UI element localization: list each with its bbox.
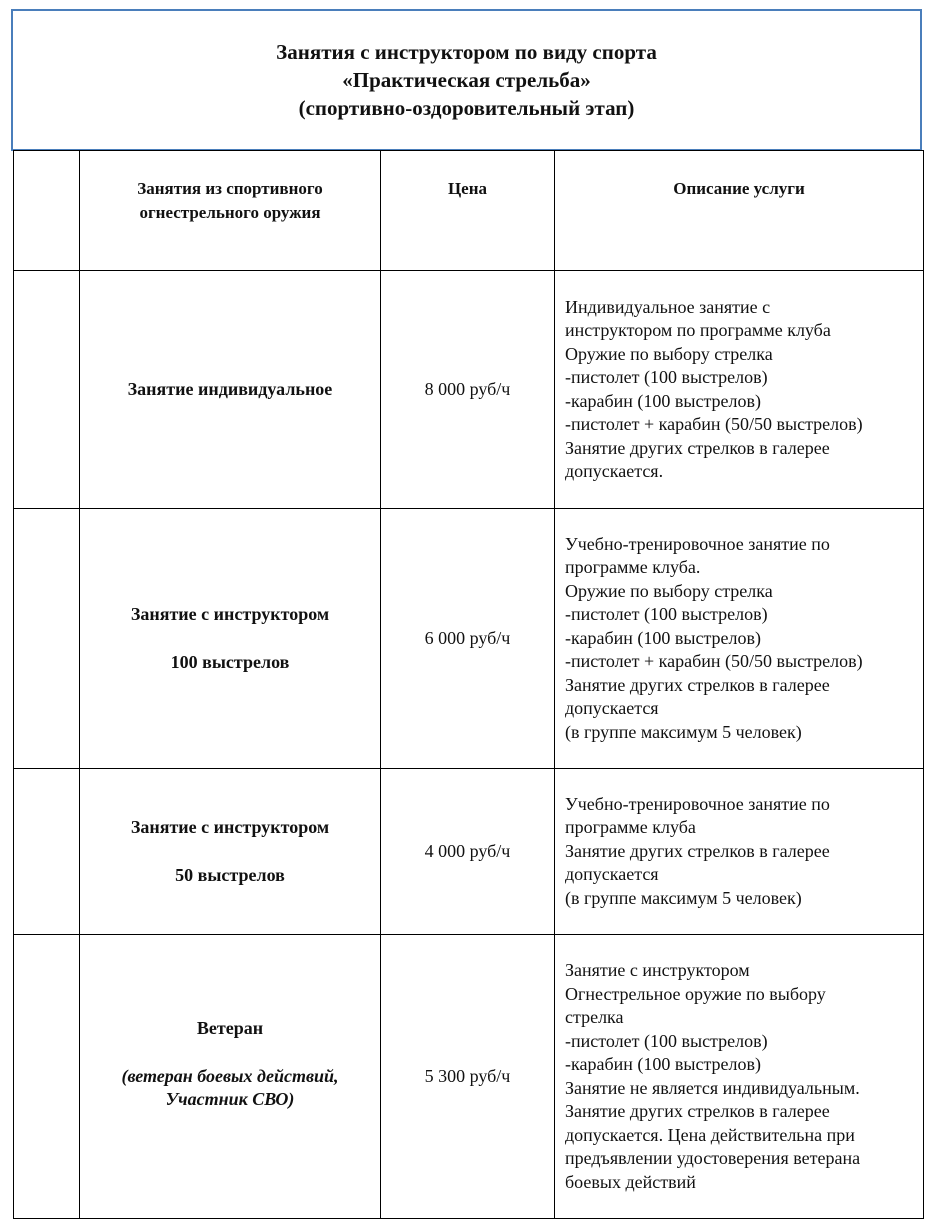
- description-line: -пистолет (100 выстрелов): [565, 604, 768, 625]
- row-number-cell: [14, 509, 80, 769]
- row-number-cell: [14, 769, 80, 935]
- header-name-line-2: огнестрельного оружия: [139, 203, 321, 222]
- row-number-cell: [14, 935, 80, 1219]
- description-line: Занятие других стрелков в галерее: [565, 840, 830, 861]
- description-line: Оружие по выбору стрелка: [565, 343, 773, 364]
- service-name: Занятие с инструктором: [130, 604, 330, 624]
- service-name-cell: [80, 271, 381, 509]
- description-line: -карабин (100 выстрелов): [565, 390, 761, 411]
- table-row: [14, 271, 924, 509]
- table-header-row: [14, 151, 924, 271]
- description-line: Учебно-тренировочное занятие по: [565, 533, 830, 554]
- description-line: (в группе максимум 5 человек): [565, 887, 802, 908]
- description-line: допускается: [565, 698, 659, 719]
- description-line: Занятие других стрелков в галерее: [565, 437, 830, 458]
- title-line-2: «Практическая стрельба»: [342, 68, 591, 92]
- description-line: -карабин (100 выстрелов): [565, 627, 761, 648]
- description-line: стрелка: [565, 1007, 624, 1027]
- service-description: [555, 935, 924, 1219]
- table-row: [14, 509, 924, 769]
- description-line: Оружие по выбору стрелка: [565, 580, 773, 601]
- description-line: -пистолет + карабин (50/50 выстрелов): [565, 414, 863, 434]
- description-line: Учебно-тренировочное занятие по: [565, 793, 830, 814]
- service-name: Занятие индивидуальное: [127, 378, 333, 399]
- service-description: [555, 769, 924, 935]
- service-shots: 100 выстрелов: [170, 651, 290, 672]
- document-title: [11, 9, 922, 151]
- description-line: Занятие других стрелков в галерее: [565, 1101, 830, 1121]
- description-line: Индивидуальное занятие с: [565, 296, 771, 317]
- service-shots: 50 выстрелов: [175, 864, 285, 885]
- description-line: программе клуба.: [565, 557, 701, 578]
- service-name: Ветеран: [196, 1018, 264, 1039]
- table-row: [14, 769, 924, 935]
- service-description: [555, 271, 924, 509]
- description-line: (в группе максимум 5 человек): [565, 721, 802, 742]
- service-note-line-1: (ветеран боевых действий,: [121, 1065, 339, 1086]
- header-name-line-1: Занятия из спортивного: [137, 179, 323, 198]
- description-line: допускается: [565, 864, 659, 885]
- header-name-cell: [80, 151, 381, 271]
- service-note-line-2: Участник СВО): [165, 1089, 295, 1110]
- description-line: -пистолет (100 выстрелов): [565, 367, 768, 387]
- description-line: допускается.: [565, 461, 664, 481]
- title-line-3: (спортивно-оздоровительный этап): [298, 96, 635, 120]
- description-line: Занятие других стрелков в галерее: [565, 674, 830, 695]
- price-table: [13, 150, 924, 1219]
- service-price: 6 000 руб/ч: [381, 509, 555, 769]
- service-name: Занятие с инструктором: [130, 817, 330, 837]
- table-row: [14, 935, 924, 1219]
- description-line: Занятие не является индивидуальным.: [565, 1077, 860, 1098]
- header-number-cell: [14, 151, 80, 271]
- header-description-cell: Описание услуги: [555, 151, 924, 271]
- description-line: Огнестрельное оружие по выбору: [565, 983, 826, 1004]
- description-line: -пистолет (100 выстрелов): [565, 1030, 768, 1051]
- service-price: 5 300 руб/ч: [381, 935, 555, 1219]
- description-line: боевых действий: [565, 1171, 696, 1192]
- service-price: 8 000 руб/ч: [381, 271, 555, 509]
- description-line: -карабин (100 выстрелов): [565, 1054, 761, 1074]
- description-line: предъявлении удостоверения ветерана: [565, 1148, 861, 1168]
- title-line-1: Занятия с инструктором по виду спорта: [276, 40, 657, 64]
- description-line: допускается. Цена действительна при: [565, 1124, 855, 1145]
- service-name-cell: [80, 509, 381, 769]
- header-price-cell: Цена: [381, 151, 555, 271]
- description-line: программе клуба: [565, 817, 696, 838]
- service-name-cell: [80, 935, 381, 1219]
- service-description: [555, 509, 924, 769]
- service-name-cell: [80, 769, 381, 935]
- description-line: Занятие с инструктором: [565, 960, 750, 980]
- service-price: 4 000 руб/ч: [381, 769, 555, 935]
- row-number-cell: [14, 271, 80, 509]
- description-line: -пистолет + карабин (50/50 выстрелов): [565, 651, 863, 672]
- description-line: инструктором по программе клуба: [565, 320, 831, 340]
